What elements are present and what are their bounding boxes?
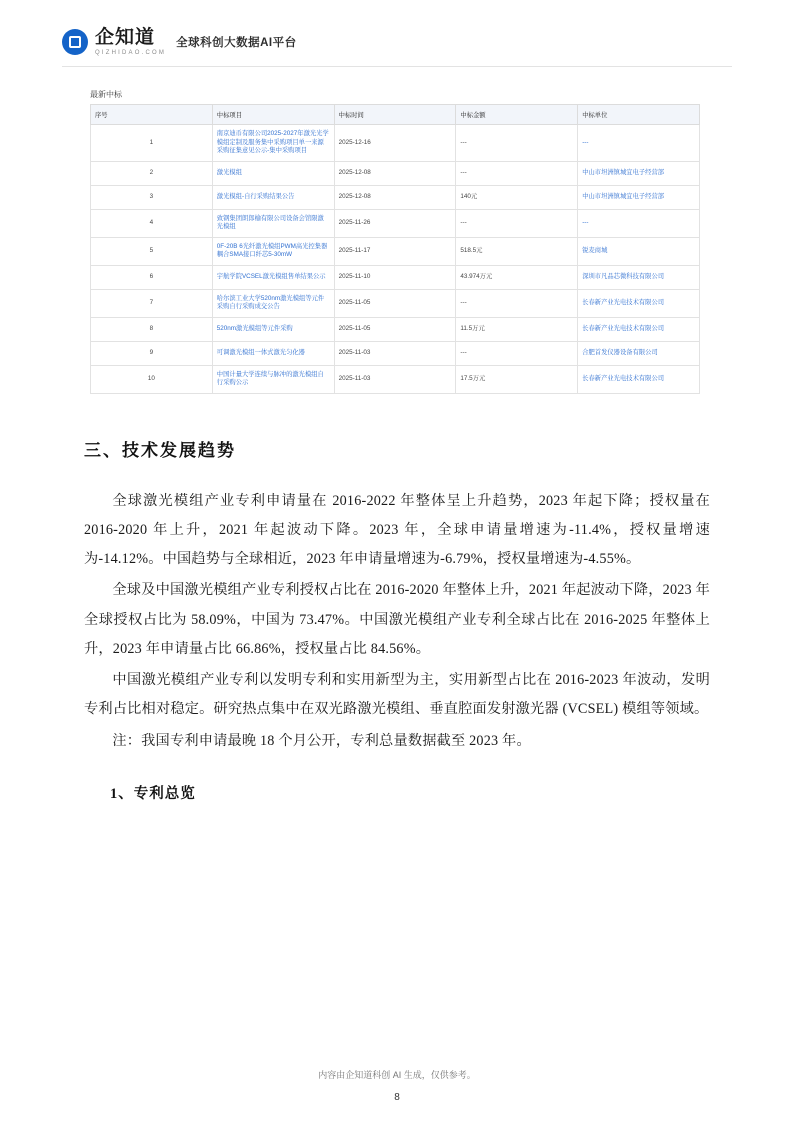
- cell-date: 2025-11-05: [334, 289, 456, 317]
- column-header-org: 中标单位: [578, 105, 700, 125]
- cell-org[interactable]: 合肥首发仪器设备有限公司: [578, 341, 700, 365]
- cell-date: 2025-11-05: [334, 317, 456, 341]
- cell-amount: 11.5万元: [456, 317, 578, 341]
- cell-project[interactable]: 可调激光模组一体式激光匀化器: [212, 341, 334, 365]
- cell-org[interactable]: 长春新产业光电技术有限公司: [578, 289, 700, 317]
- paragraph: 全球及中国激光模组产业专利授权占比在 2016-2020 年整体上升，2021 年起波动下降，2023 年全球授权占比为 58.09%，中国为 73.47%。中国激光模组产业专利全球占比在 2016-2025 年整体上升，2023 年申请量占比 66.86%，授权量占比 84.56%。: [84, 582, 710, 657]
- table-row: [91, 125, 700, 162]
- cell-index: 8: [91, 317, 213, 341]
- table-header-row: [91, 105, 700, 125]
- section-title: 三、技术发展趋势: [84, 440, 236, 460]
- cell-project[interactable]: 哈尔滨工业大学520nm激光模组等元件采购自行采购成交公告: [212, 289, 334, 317]
- table-row: [91, 185, 700, 209]
- paragraph-note: 注：我国专利申请最晚 18 个月公开，专利总量数据截至 2023 年。: [112, 732, 531, 749]
- brand-pinyin: QIZHIDAO.COM: [95, 50, 167, 56]
- subsection-title: 1、专利总览: [110, 785, 196, 802]
- table-row: [91, 365, 700, 393]
- cell-index: 5: [91, 237, 213, 265]
- cell-date: 2025-11-10: [334, 265, 456, 289]
- cell-project[interactable]: 0F-20B 6光纤激光模组PWM高光控集器耦合SMA接口纤芯5-30mW: [212, 237, 334, 265]
- cell-amount: 140元: [456, 185, 578, 209]
- bid-table: [90, 104, 700, 394]
- column-header-date: 中标时间: [334, 105, 456, 125]
- cell-project[interactable]: 激光模组-自行采购结果公告: [212, 185, 334, 209]
- cell-org[interactable]: 长春新产业光电技术有限公司: [578, 317, 700, 341]
- cell-amount: ---: [456, 125, 578, 162]
- cell-date: 2025-11-03: [334, 341, 456, 365]
- table-row: [91, 265, 700, 289]
- cell-amount: 43.974万元: [456, 265, 578, 289]
- table-row: [91, 161, 700, 185]
- page-header: [62, 0, 732, 67]
- column-header-project: 中标项目: [212, 105, 334, 125]
- cell-org[interactable]: 锐麦商城: [578, 237, 700, 265]
- cell-amount: ---: [456, 161, 578, 185]
- page-number: 8: [394, 1092, 400, 1103]
- cell-org[interactable]: 深圳市凡品芯微科技有限公司: [578, 265, 700, 289]
- table-caption: 最新中标: [90, 90, 122, 99]
- cell-org[interactable]: 中山市坦洲镇城宜电子经营部: [578, 161, 700, 185]
- footer-note: 内容由企知道科创 AI 生成，仅供参考。: [318, 1070, 476, 1080]
- cell-org[interactable]: 长春新产业光电技术有限公司: [578, 365, 700, 393]
- cell-amount: 518.5元: [456, 237, 578, 265]
- brand-logo-text: [95, 28, 166, 56]
- table-row: [91, 289, 700, 317]
- cell-amount: 17.5万元: [456, 365, 578, 393]
- cell-project[interactable]: 520nm激光模组等元件采购: [212, 317, 334, 341]
- column-header-index: 序号: [91, 105, 213, 125]
- cell-amount: ---: [456, 209, 578, 237]
- cell-date: 2025-12-08: [334, 161, 456, 185]
- cell-date: 2025-11-17: [334, 237, 456, 265]
- cell-org[interactable]: ---: [578, 125, 700, 162]
- brand-slogan: 全球科创大数据AI平台: [176, 37, 297, 49]
- cell-amount: ---: [456, 289, 578, 317]
- brand-logo-icon: [62, 29, 88, 55]
- cell-index: 1: [91, 125, 213, 162]
- cell-project[interactable]: 宇航学院VCSEL激光模组售单结果公示: [212, 265, 334, 289]
- paragraph: 中国激光模组产业专利以发明专利和实用新型为主，实用新型占比在 2016-2023 年波动，发明专利占比相对稳定。研究热点集中在双光路激光模组、垂直腔面发射激光器 (VCSEL) 模组等领域。: [84, 672, 710, 718]
- table-row: [91, 341, 700, 365]
- cell-date: 2025-12-16: [334, 125, 456, 162]
- cell-index: 9: [91, 341, 213, 365]
- cell-index: 3: [91, 185, 213, 209]
- table-row: [91, 317, 700, 341]
- brand-name: 企知道: [95, 27, 156, 48]
- table-row: [91, 209, 700, 237]
- cell-org[interactable]: ---: [578, 209, 700, 237]
- cell-amount: ---: [456, 341, 578, 365]
- cell-project[interactable]: 南京迪币有限公司2025-2027年激光光学模组定制及服务集中采购项目单一来源采购征集意见公示-集中采购项目: [212, 125, 334, 162]
- cell-index: 6: [91, 265, 213, 289]
- cell-index: 2: [91, 161, 213, 185]
- cell-date: 2025-11-26: [334, 209, 456, 237]
- cell-org[interactable]: 中山市坦洲镇城宜电子经营部: [578, 185, 700, 209]
- cell-index: 10: [91, 365, 213, 393]
- paragraph: 全球激光模组产业专利申请量在 2016-2022 年整体呈上升趋势，2023 年起下降；授权量在 2016-2020 年上升，2021 年起波动下降。2023 年，全球申请量增速为-11.4%，授权量增速为-14.12%。中国趋势与全球相近，2023 年申请量增速为-6.79%，授权量增速为-4.55%。: [84, 492, 710, 567]
- cell-project[interactable]: 中国计量大学连续与脉冲的激光模组自行采购公示: [212, 365, 334, 393]
- cell-project[interactable]: 激光模组: [212, 161, 334, 185]
- cell-date: 2025-11-03: [334, 365, 456, 393]
- column-header-amount: 中标金额: [456, 105, 578, 125]
- cell-project[interactable]: 致钢集团朗郎榆有限公司设备会馆限激光模组: [212, 209, 334, 237]
- cell-index: 7: [91, 289, 213, 317]
- table-row: [91, 237, 700, 265]
- cell-date: 2025-12-08: [334, 185, 456, 209]
- cell-index: 4: [91, 209, 213, 237]
